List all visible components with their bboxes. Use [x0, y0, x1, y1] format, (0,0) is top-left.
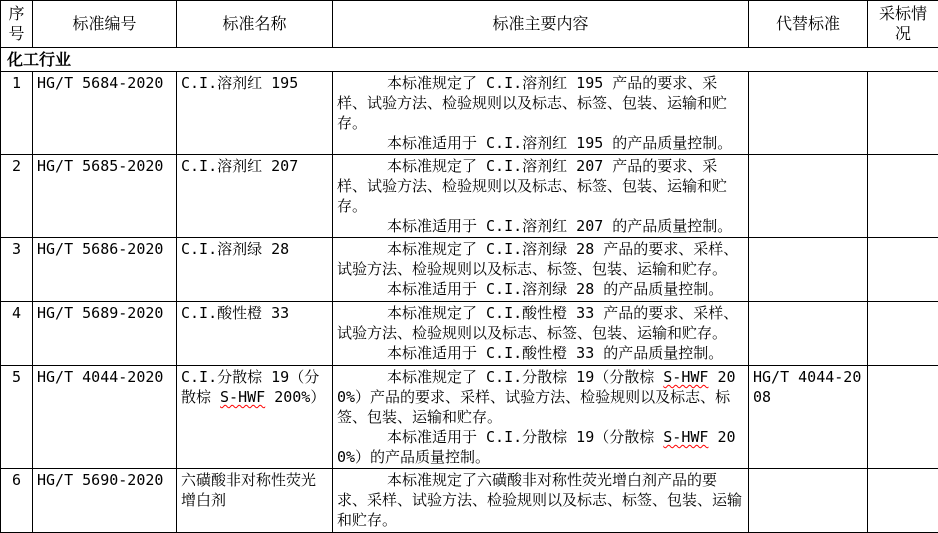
standard-code-cell: HG/T 5684-2020 — [33, 72, 177, 155]
spellcheck-underline: S-HWF — [663, 368, 708, 386]
adoption-status-cell — [868, 366, 938, 469]
content-paragraph: 本标准适用于 C.I.酸性橙 33 的产品质量控制。 — [337, 343, 744, 363]
replaced-standard-cell — [749, 238, 868, 302]
content-paragraph: 本标准适用于 C.I.溶剂绿 28 的产品质量控制。 — [337, 279, 744, 299]
content-paragraph: 本标准规定了 C.I.溶剂绿 28 产品的要求、采样、试验方法、检验规则以及标志、标签、包装、运输和贮存。 — [337, 239, 744, 279]
adoption-status-cell — [868, 302, 938, 366]
header-replaced-standard: 代替标准 — [749, 1, 868, 48]
row-number-cell: 4 — [1, 302, 33, 366]
standard-name-cell: C.I.溶剂红 195 — [177, 72, 333, 155]
row-number-cell: 3 — [1, 238, 33, 302]
table-row — [1, 72, 938, 155]
standard-name-cell: C.I.酸性橙 33 — [177, 302, 333, 366]
header-standard-name: 标准名称 — [177, 1, 333, 48]
content-paragraph: 本标准规定了 C.I.酸性橙 33 产品的要求、采样、试验方法、检验规则以及标志、标签、包装、运输和贮存。 — [337, 303, 744, 343]
table-row — [1, 302, 938, 366]
table-row — [1, 238, 938, 302]
standard-content-cell — [333, 469, 749, 533]
standard-name-cell: 六磺酸非对称性荧光增白剂 — [177, 469, 333, 533]
content-paragraph: 本标准适用于 C.I.分散棕 19（分散棕 S-HWF 200%）的产品质量控制。 — [337, 427, 744, 467]
standard-content-cell — [333, 302, 749, 366]
adoption-status-cell — [868, 72, 938, 155]
content-paragraph: 本标准规定了六磺酸非对称性荧光增白剂产品的要求、采样、试验方法、检验规则以及标志、标签、包装、运输和贮存。 — [337, 470, 744, 530]
content-paragraph: 本标准规定了 C.I.溶剂红 195 产品的要求、采样、试验方法、检验规则以及标志、标签、包装、运输和贮存。 — [337, 73, 744, 133]
table-row — [1, 469, 938, 533]
row-number-cell: 5 — [1, 366, 33, 469]
replaced-standard-cell — [749, 302, 868, 366]
content-paragraph: 本标准适用于 C.I.溶剂红 207 的产品质量控制。 — [337, 216, 744, 236]
adoption-status-cell — [868, 155, 938, 238]
section-row — [1, 48, 938, 72]
replaced-standard-cell — [749, 469, 868, 533]
standard-name-cell: C.I.溶剂绿 28 — [177, 238, 333, 302]
header-no: 序号 — [1, 1, 33, 48]
standard-content-cell — [333, 238, 749, 302]
table-row — [1, 155, 938, 238]
table-row — [1, 366, 938, 469]
standard-code-cell: HG/T 5690-2020 — [33, 469, 177, 533]
adoption-status-cell — [868, 469, 938, 533]
standard-name-cell: C.I.分散棕 19（分散棕 S-HWF 200%） — [177, 366, 333, 469]
content-paragraph: 本标准适用于 C.I.溶剂红 195 的产品质量控制。 — [337, 133, 744, 153]
row-number-cell: 2 — [1, 155, 33, 238]
standard-content-cell — [333, 72, 749, 155]
row-number-cell: 1 — [1, 72, 33, 155]
standard-code-cell: HG/T 4044-2020 — [33, 366, 177, 469]
header-adoption-status: 采标情况 — [868, 1, 938, 48]
spellcheck-underline: S-HWF — [663, 428, 708, 446]
standard-code-cell: HG/T 5686-2020 — [33, 238, 177, 302]
replaced-standard-cell — [749, 72, 868, 155]
row-number-cell: 6 — [1, 469, 33, 533]
spellcheck-underline: S-HWF — [220, 388, 265, 406]
standard-name-cell: C.I.溶剂红 207 — [177, 155, 333, 238]
content-paragraph: 本标准规定了 C.I.溶剂红 207 产品的要求、采样、试验方法、检验规则以及标志、标签、包装、运输和贮存。 — [337, 156, 744, 216]
standard-code-cell: HG/T 5689-2020 — [33, 302, 177, 366]
table-header-row — [1, 1, 938, 48]
section-title: 化工行业 — [1, 48, 938, 72]
standard-content-cell — [333, 155, 749, 238]
adoption-status-cell — [868, 238, 938, 302]
content-paragraph: 本标准规定了 C.I.分散棕 19（分散棕 S-HWF 200%）产品的要求、采样、试验方法、检验规则以及标志、标签、包装、运输和贮存。 — [337, 367, 744, 427]
header-standard-content: 标准主要内容 — [333, 1, 749, 48]
standard-code-cell: HG/T 5685-2020 — [33, 155, 177, 238]
replaced-standard-cell — [749, 155, 868, 238]
standard-content-cell — [333, 366, 749, 469]
header-standard-code: 标准编号 — [33, 1, 177, 48]
replaced-standard-cell: HG/T 4044-2008 — [749, 366, 868, 469]
